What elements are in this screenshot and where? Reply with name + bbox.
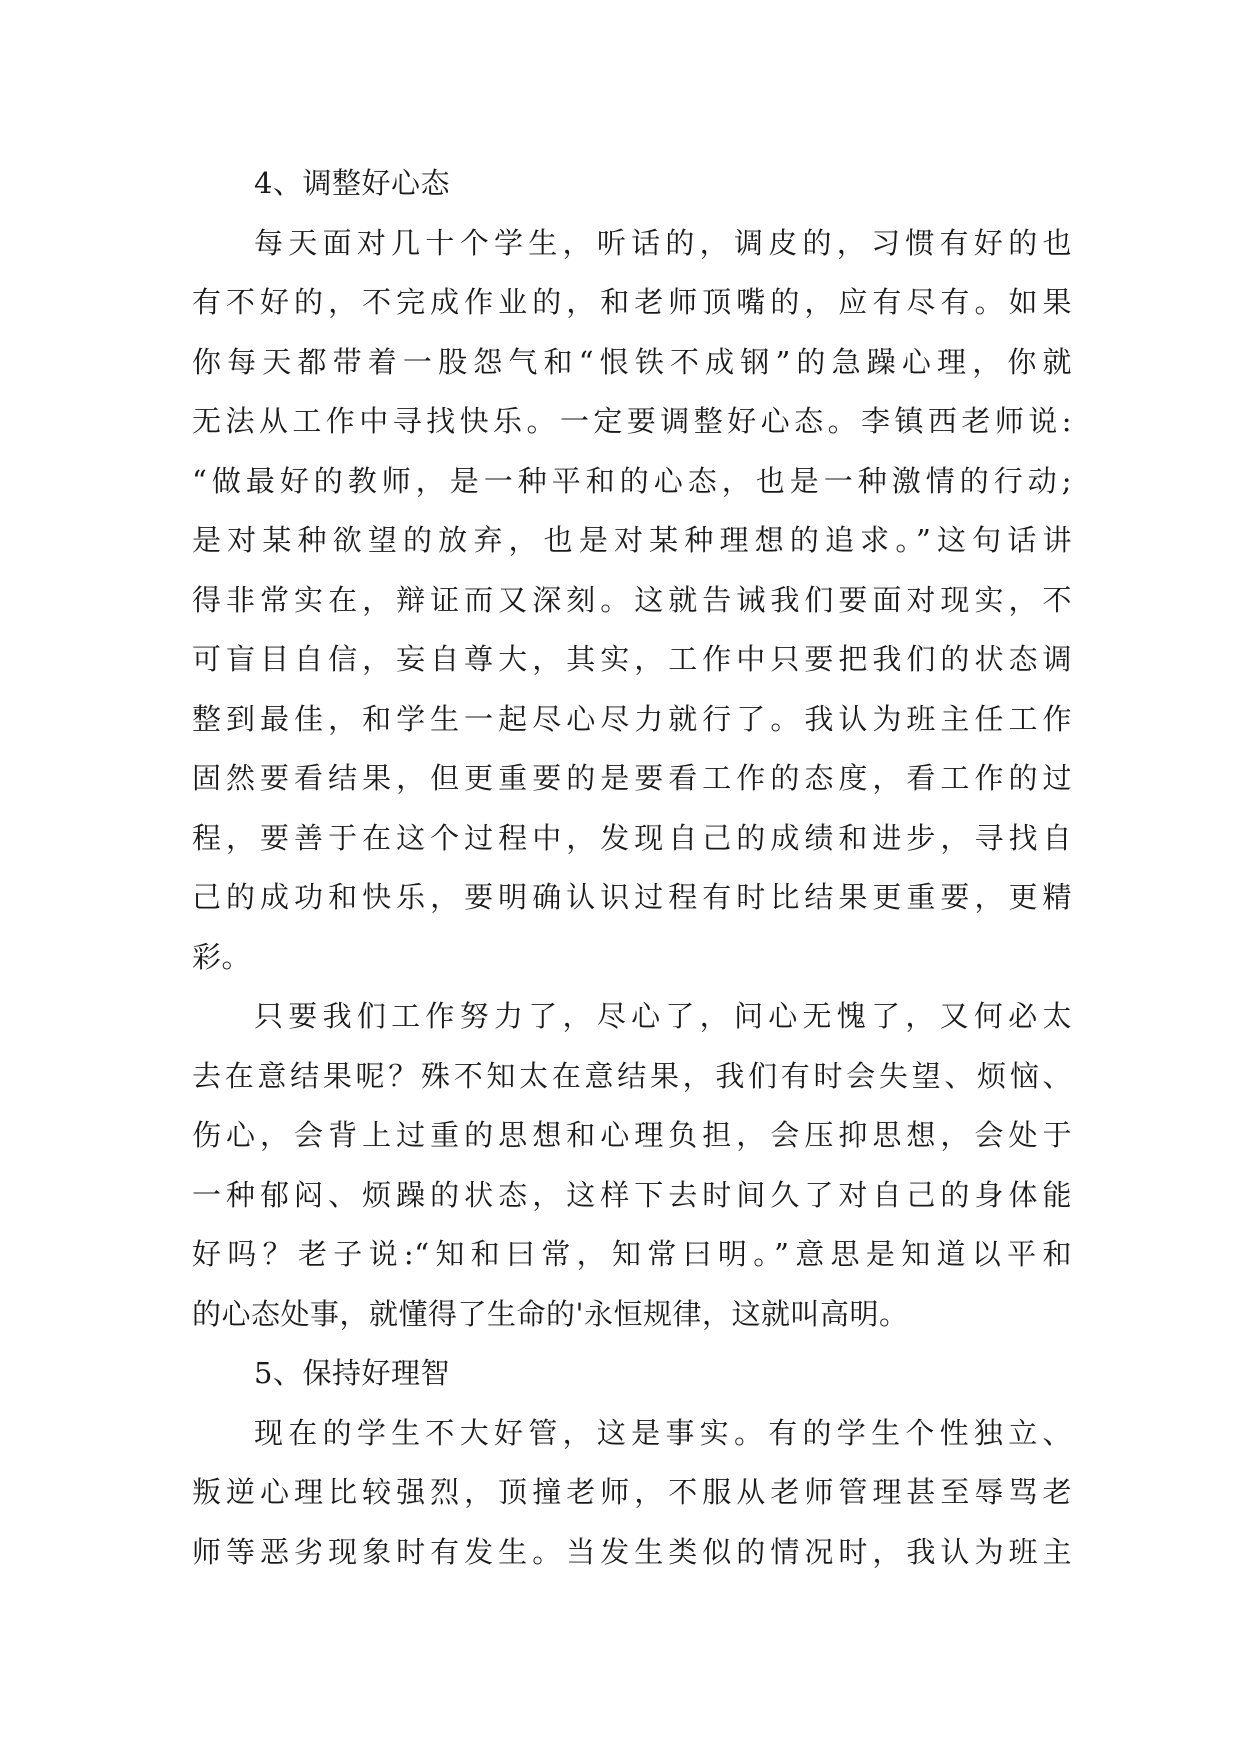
paragraph-line: 师等恶劣现象时有发生。当发生类似的情况时，我认为班主: [192, 1534, 1072, 1569]
paragraph-line: 整到最佳，和学生一起尽心尽力就行了。我认为班主任工作: [192, 701, 1072, 736]
paragraph-line: 可盲目自信，妄自尊大，其实，工作中只要把我们的状态调: [192, 642, 1072, 676]
paragraph-2: [192, 987, 1072, 1344]
paragraph-line: 彩。: [192, 939, 252, 974]
paragraph-line: 是对某种欲望的放弃，也是对某种理想的追求。”这句话讲: [192, 523, 1072, 557]
document-body: [192, 154, 1072, 1582]
paragraph-line: 程，要善于在这个过程中，发现自己的成绩和进步，寻找自: [192, 820, 1072, 855]
paragraph-line: 有不好的，不完成作业的，和老师顶嘴的，应有尽有。如果: [192, 285, 1072, 319]
paragraph-1: [192, 214, 1072, 988]
paragraph-line: 己的成功和快乐，要明确认识过程有时比结果更重要，更精: [192, 880, 1072, 914]
paragraph-line: 一种郁闷、烦躁的状态，这样下去时间久了对自己的身体能: [192, 1177, 1072, 1212]
section-heading-4: 4、调整好心态: [254, 166, 450, 200]
paragraph-line: 的心态处事，就懂得了生命的'永恒规律，这就叫高明。: [192, 1296, 909, 1331]
paragraph-line: 现在的学生不大好管，这是事实。有的学生个性独立、: [254, 1415, 1072, 1450]
paragraph-line: “做最好的教师，是一种平和的心态，也是一种激情的行动;: [192, 463, 1072, 498]
paragraph-line: 叛逆心理比较强烈，顶撞老师，不服从老师管理甚至辱骂老: [192, 1475, 1072, 1509]
paragraph-line: 去在意结果呢？殊不知太在意结果，我们有时会失望、烦恼、: [192, 1058, 1072, 1093]
paragraph-line: 好吗？老子说:“知和曰常，知常曰明。”意思是知道以平和: [192, 1237, 1072, 1271]
paragraph-3: [192, 1404, 1072, 1583]
paragraph-line: 得非常实在，辩证而又深刻。这就告诫我们要面对现实，不: [192, 582, 1072, 617]
paragraph-line: 固然要看结果，但更重要的是要看工作的态度，看工作的过: [192, 761, 1072, 795]
section-heading-5: 5、保持好理智: [254, 1356, 450, 1390]
paragraph-line: 你每天都带着一股怨气和“恨铁不成钢”的急躁心理，你就: [192, 344, 1072, 379]
paragraph-line: 无法从工作中寻找快乐。一定要调整好心态。李镇西老师说:: [192, 404, 1072, 438]
paragraph-line: 伤心，会背上过重的思想和心理负担，会压抑思想，会处于: [192, 1118, 1072, 1152]
paragraph-line: 每天面对几十个学生，听话的，调皮的，习惯有好的也: [254, 225, 1072, 260]
paragraph-line: 只要我们工作努力了，尽心了，问心无愧了，又何必太: [254, 999, 1072, 1033]
